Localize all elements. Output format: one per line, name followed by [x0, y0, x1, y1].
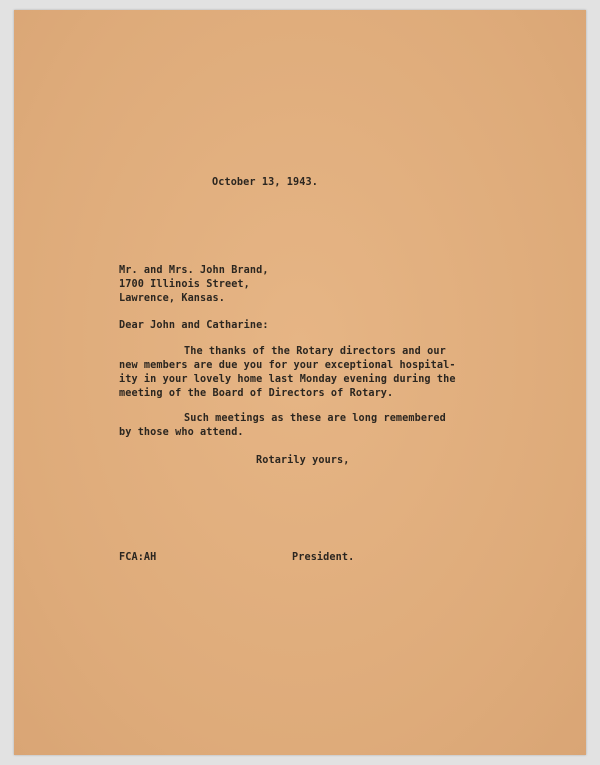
signature-title: President.: [292, 552, 355, 563]
address-line: Lawrence, Kansas.: [119, 293, 225, 304]
body-line: by those who attend.: [119, 427, 244, 438]
address-line: 1700 Illinois Street,: [119, 279, 250, 290]
letter-sheet: [14, 10, 586, 755]
body-line: Such meetings as these are long remembered: [184, 413, 446, 424]
letter-date: October 13, 1943.: [212, 177, 318, 188]
body-line: ity in your lovely home last Monday evening during the: [119, 374, 456, 385]
body-line: new members are due you for your exceptional hospital-: [119, 360, 456, 371]
closing: Rotarily yours,: [256, 455, 350, 466]
body-line: meeting of the Board of Directors of Rotary.: [119, 388, 394, 399]
typist-initials: FCA:AH: [119, 552, 157, 563]
address-line: Mr. and Mrs. John Brand,: [119, 265, 269, 276]
body-line: The thanks of the Rotary directors and our: [184, 346, 446, 357]
salutation: Dear John and Catharine:: [119, 320, 269, 331]
